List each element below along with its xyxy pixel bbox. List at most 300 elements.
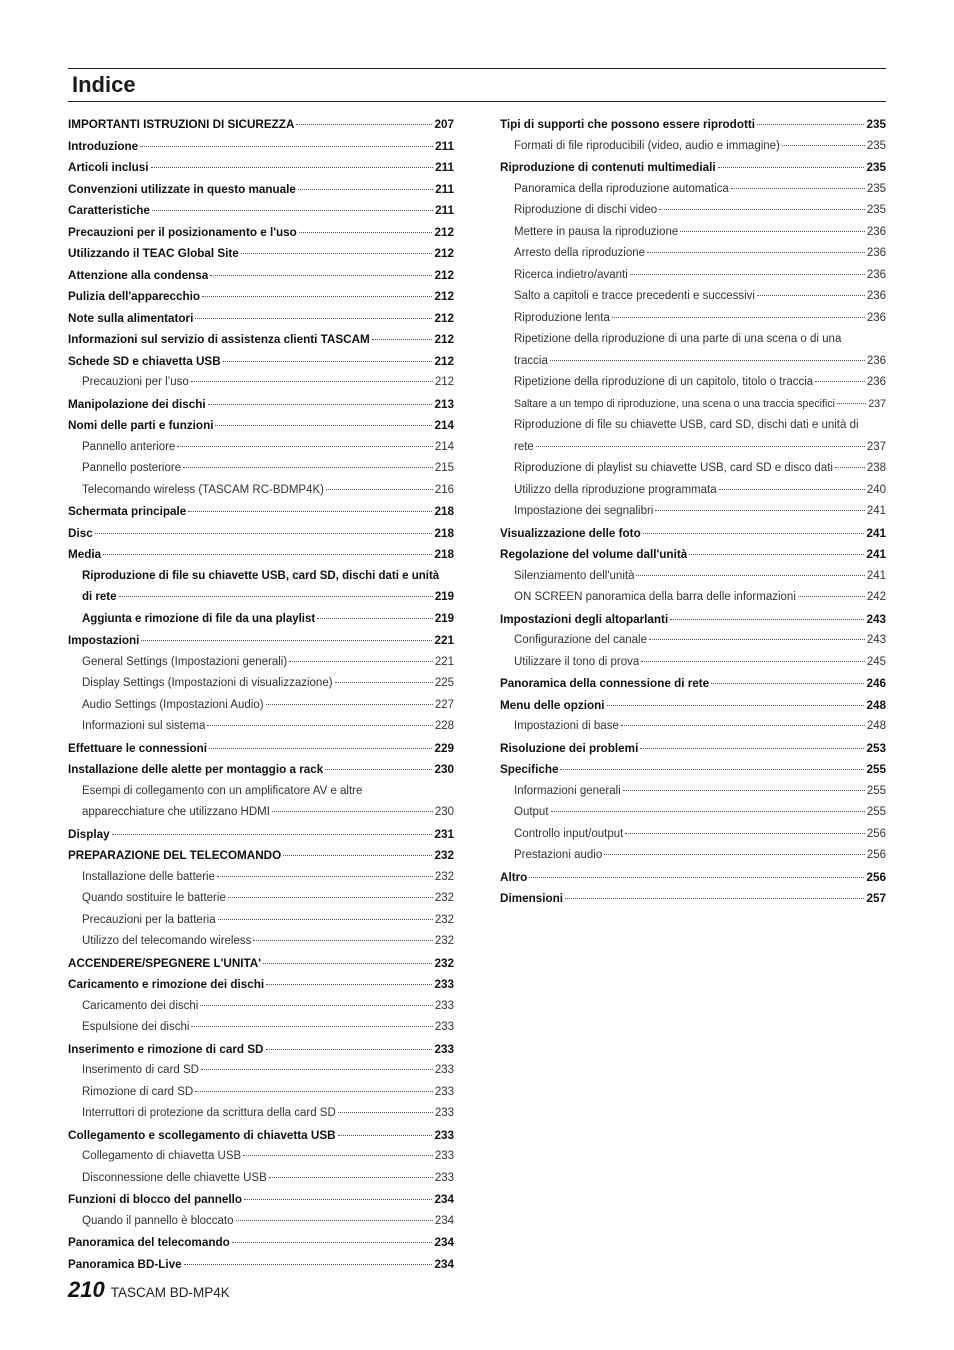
toc-entry-page: 255 <box>866 784 886 797</box>
toc-entry-title: Output <box>514 806 549 818</box>
toc-entry[interactable] <box>68 953 454 975</box>
toc-entry-title: Pannello posteriore <box>82 462 182 474</box>
toc-entry[interactable] <box>68 222 454 244</box>
toc-entry-page: 233 <box>434 1064 454 1076</box>
toc-entry-title: Installazione delle alette per montaggio a rack <box>68 763 324 776</box>
toc-entry[interactable] <box>500 372 886 394</box>
toc-entry-title: Informazioni sul servizio di assistenza clienti TASCAM <box>68 333 370 346</box>
toc-entry[interactable] <box>68 910 454 932</box>
toc-entry[interactable] <box>68 1039 454 1061</box>
toc-entry-page: 235 <box>866 139 886 152</box>
toc-entry-page: 215 <box>434 462 454 474</box>
toc-entry-title: Display Settings (Impostazioni di visualizzazione) <box>82 677 333 689</box>
toc-entry-page: 221 <box>434 655 454 668</box>
toc-entry-title: Impostazione dei segnalibri <box>514 505 654 517</box>
toc-entry-page: 235 <box>866 204 886 216</box>
toc-entry[interactable] <box>68 1254 454 1276</box>
toc-entry-page: 233 <box>434 1042 454 1056</box>
toc-entry-title: Effettuare le connessioni <box>68 741 207 755</box>
toc-entry-title-cont: di rete <box>82 591 117 603</box>
toc-entry-page: 236 <box>866 290 886 302</box>
toc-entry[interactable] <box>68 1189 454 1211</box>
toc-entry-title: Schede SD e chiavetta USB <box>68 354 221 368</box>
dot-leader <box>263 963 432 964</box>
toc-entry-page: 243 <box>866 612 886 626</box>
page-number: 210 <box>68 1277 105 1302</box>
toc-entry-title: Precauzioni per il posizionamento e l'uso <box>68 225 297 239</box>
dot-leader <box>283 855 432 856</box>
dot-leader <box>207 725 432 726</box>
toc-entry-title: Precauzioni per la batteria <box>82 913 216 926</box>
toc-entry-title: Quando sostituire le batterie <box>82 892 226 904</box>
toc-entry-page: 245 <box>866 655 886 668</box>
dot-leader <box>718 167 865 168</box>
dot-leader <box>209 748 433 749</box>
toc-entry-title: Disconnessione delle chiavette USB <box>82 1171 267 1184</box>
toc-entry-page: 219 <box>434 591 454 603</box>
toc-entry[interactable] <box>68 845 454 867</box>
toc-entry-page: 230 <box>434 806 454 818</box>
toc-entry[interactable] <box>68 200 454 222</box>
toc-entry[interactable] <box>500 781 886 803</box>
dot-leader <box>623 790 865 791</box>
dot-leader <box>604 854 865 855</box>
toc-entry-page: 234 <box>434 1257 454 1271</box>
toc-entry-title: Riproduzione di contenuti multimediali <box>500 161 716 174</box>
toc-entry-line <box>82 802 454 824</box>
toc-entry[interactable] <box>500 200 886 222</box>
toc-entry-title: Ripetizione della riproduzione di un capitolo, titolo o traccia <box>514 376 814 388</box>
toc-entry-page: 230 <box>434 763 454 776</box>
toc-entry-line <box>514 437 886 459</box>
toc-entry-title: Regolazione del volume dall'unità <box>500 548 688 561</box>
toc-entry-title: Risoluzione dei problemi <box>500 741 639 755</box>
toc-entry-title: Panoramica della riproduzione automatica <box>514 182 729 195</box>
toc-entry[interactable] <box>68 867 454 889</box>
dot-leader <box>649 639 865 640</box>
dot-leader <box>647 252 865 253</box>
dot-leader <box>266 1049 433 1050</box>
footer-brand: TASCAM BD-MP4K <box>110 1285 230 1300</box>
dot-leader <box>636 575 864 576</box>
dot-leader <box>326 489 433 490</box>
toc-entry-title: Panoramica del telecomando <box>68 1236 230 1249</box>
toc-entry[interactable] <box>500 867 886 889</box>
toc-entry-title: Caricamento e rimozione dei dischi <box>68 978 265 991</box>
dot-leader <box>241 253 433 254</box>
dot-leader <box>119 596 433 597</box>
toc-entry[interactable] <box>68 1082 454 1104</box>
toc-entry-page: 255 <box>866 806 886 818</box>
dot-leader <box>625 833 864 834</box>
dot-leader <box>236 1220 433 1221</box>
dot-leader <box>757 295 865 296</box>
toc-entry[interactable] <box>500 394 886 416</box>
toc-entry[interactable] <box>500 802 886 824</box>
toc-entry-title: Collegamento e scollegamento di chiavetta USB <box>68 1128 336 1142</box>
toc-entry-page: 211 <box>435 139 454 153</box>
toc-entry-page: 236 <box>866 311 886 324</box>
toc-entry-page: 246 <box>866 677 886 690</box>
toc-entry-title: Impostazioni di base <box>514 720 619 732</box>
toc-entry[interactable] <box>500 759 886 781</box>
toc-entry[interactable] <box>500 695 886 717</box>
toc-entry-page: 248 <box>866 720 886 732</box>
toc-entry[interactable] <box>500 630 886 652</box>
toc-entry-page: 241 <box>866 505 886 517</box>
toc-entry-title: Ripetizione della riproduzione di una parte di una scena o di una <box>514 333 842 345</box>
dot-leader <box>95 533 433 534</box>
toc-entry-page: 241 <box>866 548 886 561</box>
toc-entry-title: Espulsione dei dischi <box>82 1021 190 1033</box>
toc-entry-title: Utilizzando il TEAC Global Site <box>68 247 239 260</box>
toc-entry-title: Tipi di supporti che possono essere riprodotti <box>500 118 755 131</box>
toc-entry-page: 235 <box>866 161 886 174</box>
toc-entry-page: 233 <box>434 1085 454 1098</box>
toc-entry[interactable] <box>68 974 454 996</box>
page-footer <box>68 1277 230 1303</box>
toc-entry-title: Altro <box>500 870 528 884</box>
toc-entry[interactable] <box>68 437 454 459</box>
dot-leader <box>689 554 864 555</box>
dot-leader <box>201 1069 433 1070</box>
dot-leader <box>655 510 864 511</box>
toc-entry-page: 232 <box>434 935 454 947</box>
toc-entry[interactable] <box>500 157 886 179</box>
toc-entry-title: Panoramica BD-Live <box>68 1257 182 1271</box>
toc-entry-title: Quando il pannello è bloccato <box>82 1214 234 1227</box>
toc-entry[interactable] <box>68 1232 454 1254</box>
toc-entry-page: 227 <box>434 698 454 711</box>
toc-entry-title: Audio Settings (Impostazioni Audio) <box>82 698 264 711</box>
toc-entry-line <box>82 587 454 609</box>
toc-entry-page: 216 <box>434 483 454 496</box>
toc-entry[interactable] <box>68 1146 454 1168</box>
page-title: Indice <box>72 72 136 97</box>
toc-entry[interactable] <box>68 716 454 738</box>
dot-leader <box>218 919 433 920</box>
dot-leader <box>299 232 433 233</box>
toc-entry-page: 233 <box>434 1171 454 1184</box>
toc-entry[interactable] <box>500 609 886 631</box>
toc-entry-page: 212 <box>434 311 454 325</box>
toc-entry[interactable] <box>500 286 886 308</box>
toc-entry-page: 233 <box>434 1128 454 1142</box>
dot-leader <box>195 1091 433 1092</box>
toc-column-left <box>68 114 454 1275</box>
toc-entry[interactable] <box>500 243 886 265</box>
toc-entry-title: Introduzione <box>68 139 139 153</box>
toc-entry[interactable] <box>68 673 454 695</box>
header-rule-top <box>68 68 886 69</box>
toc-entry-title: Caratteristiche <box>68 204 150 217</box>
toc-entry-title-cont: traccia <box>514 354 548 367</box>
toc-entry-title: Informazioni generali <box>514 784 621 797</box>
toc-entry-title: Utilizzare il tono di prova <box>514 655 640 668</box>
toc-entry-page: 234 <box>434 1214 454 1227</box>
toc-entry-page: 212 <box>434 268 454 282</box>
toc-entry[interactable] <box>68 824 454 846</box>
toc-entry[interactable] <box>500 458 886 480</box>
dot-leader <box>621 725 865 726</box>
toc-entry-page: 221 <box>434 634 454 647</box>
dot-leader <box>152 210 433 211</box>
dot-leader <box>243 1155 433 1156</box>
toc-entry-page: 232 <box>434 870 454 883</box>
toc-entry-title: Inserimento e rimozione di card SD <box>68 1042 264 1056</box>
toc-entry-page: 238 <box>866 462 886 474</box>
toc-entry-title: Salto a capitoli e tracce precedenti e successivi <box>514 290 755 302</box>
dot-leader <box>338 1112 433 1113</box>
dot-leader <box>191 381 433 382</box>
toc-entry[interactable] <box>500 673 886 695</box>
toc-entry-page: 214 <box>434 419 454 432</box>
dot-leader <box>296 124 432 125</box>
toc-entry[interactable] <box>68 630 454 652</box>
dot-leader <box>223 361 433 362</box>
toc-entry[interactable] <box>500 308 886 330</box>
toc-entry[interactable] <box>68 458 454 480</box>
toc-entry[interactable] <box>68 996 454 1018</box>
dot-leader <box>183 467 433 468</box>
toc-entry[interactable] <box>68 1211 454 1233</box>
toc-entry-page: 212 <box>434 247 454 260</box>
toc-entry-title: Precauzioni per l’uso <box>82 376 189 388</box>
toc-entry[interactable] <box>68 136 454 158</box>
toc-entry[interactable] <box>500 114 886 136</box>
toc-entry[interactable] <box>500 845 886 867</box>
toc-entry-title: Inserimento di card SD <box>82 1064 199 1076</box>
toc-entry[interactable] <box>500 523 886 545</box>
toc-entry-page: 211 <box>435 182 454 196</box>
toc-entry[interactable] <box>500 716 886 738</box>
toc-entry[interactable] <box>68 609 454 631</box>
toc-entry[interactable] <box>500 587 886 609</box>
toc-entry-page: 256 <box>866 849 886 861</box>
toc-entry[interactable] <box>500 329 886 372</box>
toc-entry[interactable] <box>68 394 454 416</box>
dot-leader <box>141 640 432 641</box>
toc-entry-page: 219 <box>434 612 454 625</box>
toc-entry-title: Caricamento dei dischi <box>82 999 199 1012</box>
toc-entry-page: 218 <box>434 548 454 561</box>
toc-entry[interactable] <box>68 415 454 437</box>
dot-leader <box>202 296 432 297</box>
toc-entry[interactable] <box>500 415 886 458</box>
toc-entry-title: Riproduzione di file su chiavette USB, card SD, dischi dati e unità di <box>514 419 859 431</box>
toc-entry-page: 233 <box>434 999 454 1012</box>
toc-entry[interactable] <box>68 501 454 523</box>
toc-entry-title: General Settings (Impostazioni generali) <box>82 655 288 668</box>
dot-leader <box>151 167 434 168</box>
toc-entry-page: 236 <box>866 247 886 259</box>
toc-entry-title: Telecomando wireless (TASCAM RC-BDMP4K) <box>82 483 324 496</box>
toc-entry-page: 248 <box>866 698 886 712</box>
toc-entry[interactable] <box>500 544 886 566</box>
toc-entry[interactable] <box>68 243 454 265</box>
toc-entry-page: 240 <box>866 483 886 496</box>
toc-entry-title: Arresto della riproduzione <box>514 247 646 259</box>
dot-leader <box>266 704 433 705</box>
toc-entry[interactable] <box>68 308 454 330</box>
dot-leader <box>560 769 864 770</box>
toc-entry-title: Panoramica della connessione di rete <box>500 677 710 690</box>
dot-leader <box>550 360 865 361</box>
toc-entry-title: Visualizzazione delle foto <box>500 526 641 540</box>
toc-entry-page: 211 <box>435 204 454 217</box>
toc-entry-page: 237 <box>866 440 886 453</box>
toc-entry-title: Nomi delle parti e funzioni <box>68 419 214 432</box>
toc-entry[interactable] <box>68 480 454 502</box>
toc-entry-page: 234 <box>434 1236 454 1249</box>
toc-entry[interactable] <box>68 1017 454 1039</box>
toc-entry-title: Prestazioni audio <box>514 849 603 861</box>
toc-entry-title: Pannello anteriore <box>82 440 176 453</box>
toc-entry-title: Formati di file riproducibili (video, audio e immagine) <box>514 139 780 152</box>
toc-entry-title: Controllo input/output <box>514 827 624 840</box>
dot-leader <box>208 404 433 405</box>
toc-entry-title: Impostazioni <box>68 634 140 647</box>
toc-entry[interactable] <box>68 931 454 953</box>
toc-entry-line <box>514 351 886 373</box>
toc-entry-page: 253 <box>866 741 886 755</box>
dot-leader <box>711 683 864 684</box>
toc-entry-title: Convenzioni utilizzate in questo manuale <box>68 182 296 196</box>
dot-leader <box>338 1135 433 1136</box>
toc-entry-page: 236 <box>866 376 886 388</box>
dot-leader <box>195 318 432 319</box>
toc-entry-page: 242 <box>866 591 886 603</box>
toc-entry-page: 214 <box>434 440 454 453</box>
toc-entry[interactable] <box>68 566 454 609</box>
dot-leader <box>731 188 865 189</box>
toc-entry-title: Impostazioni degli altoparlanti <box>500 612 669 626</box>
toc-entry-title: Interruttori di protezione da scrittura della card SD <box>82 1107 336 1119</box>
toc-entry-page: 231 <box>434 827 454 841</box>
toc-entry-page: 256 <box>866 870 886 884</box>
toc-entry[interactable] <box>500 566 886 588</box>
dot-leader <box>269 1177 433 1178</box>
dot-leader <box>228 897 433 898</box>
dot-leader <box>529 877 864 878</box>
toc-entry-title: Schermata principale <box>68 505 187 518</box>
toc-entry-title: Collegamento di chiavetta USB <box>82 1150 242 1162</box>
toc-entry-title: Manipolazione dei dischi <box>68 397 206 411</box>
toc-entry[interactable] <box>500 480 886 502</box>
toc-entry[interactable] <box>68 351 454 373</box>
toc-entry-title: Note sulla alimentatori <box>68 311 194 325</box>
toc-entry[interactable] <box>68 265 454 287</box>
toc-entry[interactable] <box>68 286 454 308</box>
toc-entry-title: PREPARAZIONE DEL TELECOMANDO <box>68 849 282 862</box>
toc-entry-title: Riproduzione di dischi video <box>514 204 658 216</box>
toc-entry-title: Riproduzione lenta <box>514 311 610 324</box>
toc-entry-title: Installazione delle batterie <box>82 870 215 883</box>
dot-leader <box>612 317 865 318</box>
toc-entry-page: 241 <box>866 569 886 582</box>
toc-entry-page: 243 <box>866 634 886 646</box>
toc-entry[interactable] <box>68 179 454 201</box>
toc-entry[interactable] <box>500 652 886 674</box>
toc-entry[interactable] <box>68 1168 454 1190</box>
toc-entry[interactable] <box>68 738 454 760</box>
toc-entry[interactable] <box>500 888 886 910</box>
toc-entry[interactable] <box>500 222 886 244</box>
dot-leader <box>217 876 433 877</box>
dot-leader <box>140 146 433 147</box>
toc-column-right <box>500 114 886 910</box>
toc-entry[interactable] <box>68 114 454 136</box>
toc-entry-page: 236 <box>866 268 886 281</box>
toc-entry[interactable] <box>500 824 886 846</box>
toc-entry-title-cont: rete <box>514 440 534 453</box>
toc-entry-page: 237 <box>868 397 886 410</box>
toc-entry-page: 213 <box>434 397 454 411</box>
toc-entry[interactable] <box>68 888 454 910</box>
dot-leader <box>200 1005 432 1006</box>
toc-entry[interactable] <box>68 544 454 566</box>
toc-entry-page: 232 <box>434 849 454 862</box>
dot-leader <box>184 1264 433 1265</box>
toc-entry-page: 218 <box>434 505 454 518</box>
toc-entry-title: Utilizzo del telecomando wireless <box>82 935 252 947</box>
toc-entry[interactable] <box>68 781 454 824</box>
toc-entry[interactable] <box>68 1125 454 1147</box>
toc-entry[interactable] <box>500 136 886 158</box>
toc-entry-title: Specifiche <box>500 763 559 776</box>
dot-leader <box>188 511 432 512</box>
toc-entry-title: Disc <box>68 526 93 540</box>
toc-entry-title: Esempi di collegamento con un amplificatore AV e altre <box>82 784 363 797</box>
toc-entry[interactable] <box>68 523 454 545</box>
dot-leader <box>815 381 865 382</box>
toc-entry-title: Rimozione di card SD <box>82 1085 194 1098</box>
toc-entry-title: Menu delle opzioni <box>500 698 605 712</box>
dot-leader <box>103 554 432 555</box>
toc-entry[interactable] <box>68 1103 454 1125</box>
dot-leader <box>641 661 865 662</box>
dot-leader <box>835 467 865 468</box>
dot-leader <box>335 682 433 683</box>
toc-entry[interactable] <box>68 157 454 179</box>
toc-entry[interactable] <box>68 1060 454 1082</box>
toc-entry-page: 235 <box>866 118 886 131</box>
toc-entry-page: 212 <box>434 225 454 239</box>
toc-entry-page: 257 <box>866 892 886 905</box>
toc-entry[interactable] <box>68 759 454 781</box>
toc-entry[interactable] <box>500 501 886 523</box>
dot-leader <box>215 425 432 426</box>
toc-entry-page: 232 <box>434 892 454 904</box>
toc-entry-title: ACCENDERE/SPEGNERE L'UNITA' <box>68 956 262 970</box>
toc-entry[interactable] <box>500 738 886 760</box>
dot-leader <box>837 403 866 404</box>
toc-entry[interactable] <box>68 695 454 717</box>
toc-entry-page: 233 <box>434 978 454 991</box>
toc-entry[interactable] <box>68 329 454 351</box>
dot-leader <box>536 446 865 447</box>
dot-leader <box>670 619 864 620</box>
toc-entry[interactable] <box>500 265 886 287</box>
dot-leader <box>317 618 433 619</box>
toc-entry-page: 255 <box>866 763 886 776</box>
toc-entry[interactable] <box>500 179 886 201</box>
toc-entry-title: Ricerca indietro/avanti <box>514 268 628 281</box>
toc-entry-page: 233 <box>434 1107 454 1119</box>
toc-entry-page: 236 <box>866 354 886 367</box>
toc-entry[interactable] <box>68 652 454 674</box>
toc-entry[interactable] <box>68 372 454 394</box>
